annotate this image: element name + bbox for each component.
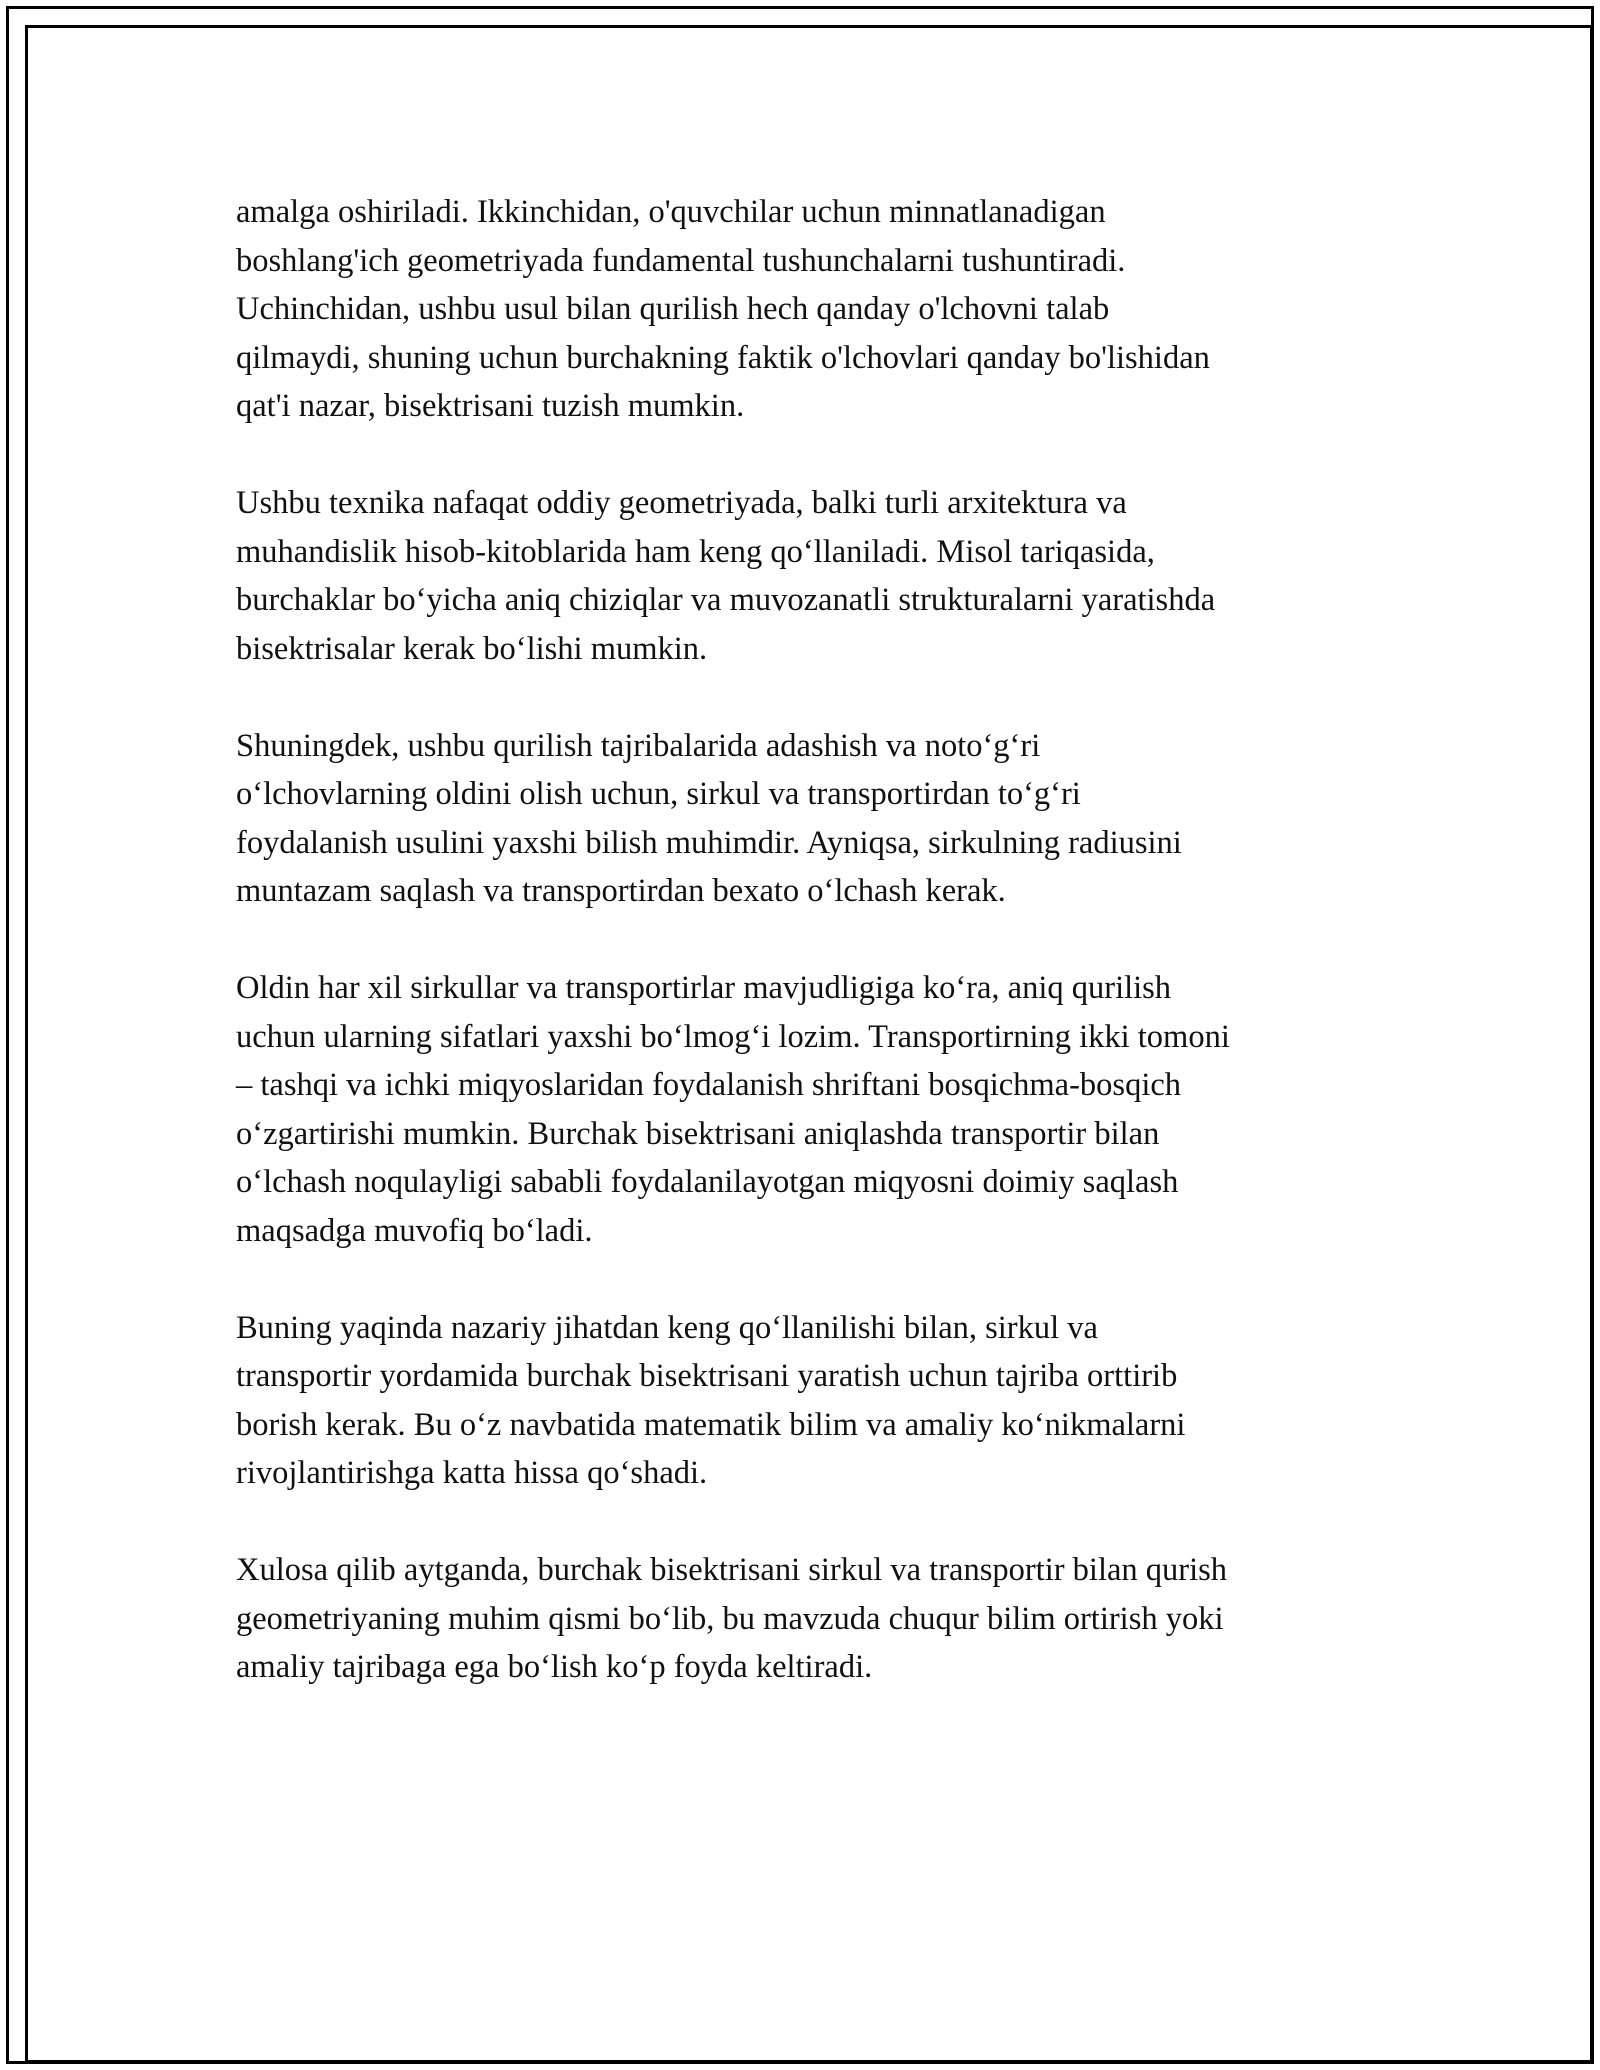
text-line: amalga oshiriladi. Ikkinchidan, o'quvchilar uchun minnatlanadigan: [236, 194, 1106, 230]
text-line: Uchinchidan, ushbu usul bilan qurilish hech qanday o'lchovni talab: [236, 291, 1110, 327]
paragraph-4: [236, 964, 1366, 1255]
text-line: muhandislik hisob-kitoblarida ham keng qo‘llaniladi. Misol tariqasida,: [236, 533, 1155, 570]
text-line: qilmaydi, shuning uchun burchakning faktik o'lchovlari qanday bo'lishidan: [236, 339, 1210, 376]
text-line: – tashqi va ichki miqyoslaridan foydalanish shriftani bosqichma-bosqich: [236, 1067, 1182, 1103]
paragraph-1: [236, 188, 1366, 431]
text-line: uchun ularning sifatlari yaxshi bo‘lmog‘i lozim. Transportirning ikki tomoni: [236, 1018, 1230, 1055]
text-line: maqsadga muvofiq bo‘ladi.: [236, 1212, 593, 1249]
paragraph-2: [236, 479, 1366, 673]
paragraph-6: [236, 1546, 1366, 1692]
text-line: borish kerak. Bu o‘z navbatida matematik bilim va amaliy ko‘nikmalarni: [236, 1406, 1186, 1443]
text-line: transportir yordamida burchak bisektrisani yaratish uchun tajriba orttirib: [236, 1358, 1178, 1394]
text-line: rivojlantirishga katta hissa qo‘shadi.: [236, 1455, 708, 1491]
text-line: boshlang'ich geometriyada fundamental tushunchalarni tushuntiradi.: [236, 242, 1126, 279]
text-line: amaliy tajribaga ega bo‘lish ko‘p foyda keltiradi.: [236, 1649, 873, 1685]
text-line: o‘zgartirishi mumkin. Burchak bisektrisani aniqlashda transportir bilan: [236, 1115, 1160, 1152]
text-line: bisektrisalar kerak bo‘lishi mumkin.: [236, 630, 708, 667]
document-body: [236, 188, 1366, 1740]
text-line: o‘lchovlarning oldini olish uchun, sirkul va transportirdan to‘g‘ri: [236, 776, 1081, 812]
text-line: Shuningdek, ushbu qurilish tajribalarida adashish va noto‘g‘ri: [236, 727, 1041, 764]
text-line: o‘lchash noqulayligi sababli foydalanilayotgan miqyosni doimiy saqlash: [236, 1164, 1179, 1200]
text-line: muntazam saqlash va transportirdan bexato o‘lchash kerak.: [236, 873, 1006, 909]
paragraph-3: [236, 722, 1366, 916]
text-line: geometriyaning muhim qismi bo‘lib, bu mavzuda chuqur bilim ortirish yoki: [236, 1600, 1224, 1637]
text-line: qat'i nazar, bisektrisani tuzish mumkin.: [236, 388, 745, 424]
text-line: Oldin har xil sirkullar va transportirlar mavjudligiga ko‘ra, aniq qurilish: [236, 970, 1172, 1006]
text-line: Xulosa qilib aytganda, burchak bisektrisani sirkul va transportir bilan qurish: [236, 1552, 1228, 1588]
text-line: Ushbu texnika nafaqat oddiy geometriyada, balki turli arxitektura va: [236, 485, 1127, 521]
text-line: Buning yaqinda nazariy jihatdan keng qo‘llanilishi bilan, sirkul va: [236, 1309, 1098, 1346]
paragraph-5: [236, 1304, 1366, 1498]
text-line: burchaklar bo‘yicha aniq chiziqlar va muvozanatli strukturalarni yaratishda: [236, 582, 1216, 618]
text-line: foydalanish usulini yaxshi bilish muhimdir. Ayniqsa, sirkulning radiusini: [236, 824, 1182, 861]
